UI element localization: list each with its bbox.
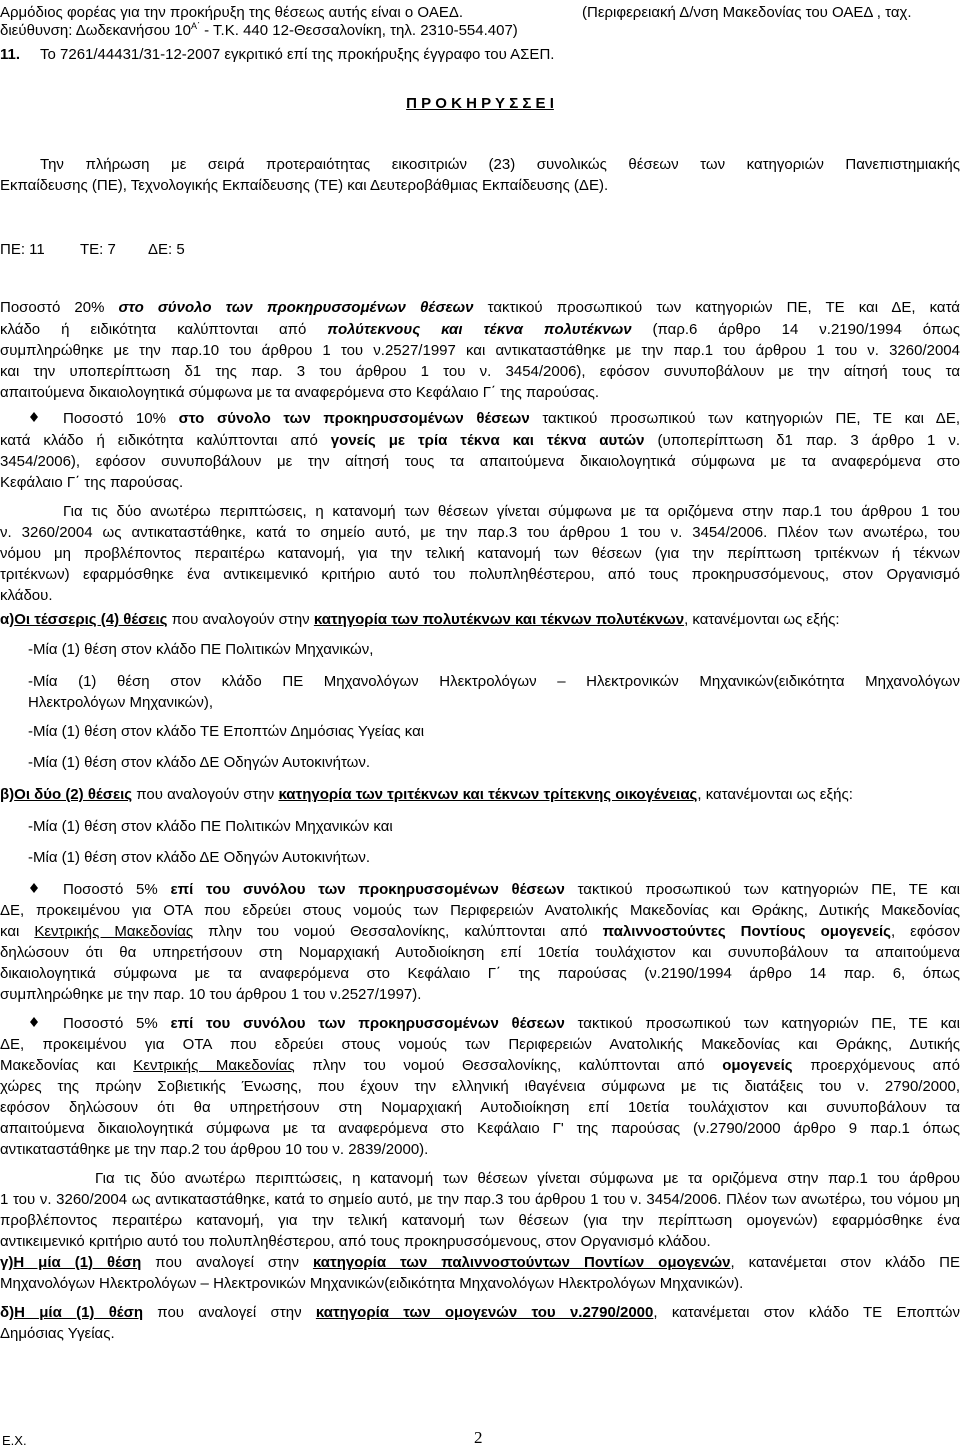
p20-line: κλάδο ή ειδικότητα καλύπτονται από πολύτεκνους και τέκνα πολυτέκνων (παρ.6 άρθρο 14 ν.2190/1994 όπως bbox=[0, 321, 960, 338]
title-text: Π Ρ Ο Κ Η Ρ Υ Σ Σ Ε Ι bbox=[406, 95, 554, 112]
header-text: διεύθυνση: Δωδεκανήσου 10 bbox=[0, 22, 191, 39]
p20-line: απαιτούμενα δικαιολογητικά σύμφωνα με τα αναφερόμενα στο Κεφάλαιο Γ΄ της παρούσας. bbox=[0, 384, 600, 401]
dist1-line: νόμου μη προβλέποντος περαιτέρω κατανομή, για την τελική κατανομή των θέσεων (για την περίπτωση τριτέκνων ή τέκνων bbox=[0, 545, 960, 562]
dist2-line: προβλέποντος περαιτέρω κατανομή, για την τελική κατανομή των θέσεων (για την περίπτωση ομογενών) εφαρμόσθηκε ένα bbox=[0, 1212, 960, 1229]
p20-line: και την υποπερίπτωση δ1 της παρ. 3 του άρθρου 1 του ν. 3454/2006), εφόσον συνυποβάλουν με την αίτησή τους τα bbox=[0, 363, 960, 380]
p5a-line: συμπληρώθηκε με την παρ. 10 του άρθρου 1 του ν.2527/1997). bbox=[0, 986, 422, 1003]
p5b-line: χώρες της πρώην Σοβιετικής Ένωσης, που έχουν την ελληνική ιθαγένεια σύμφωνα με τις διατάξεις του ν. 2790/2000, bbox=[0, 1078, 960, 1095]
header-text: (Περιφερειακή Δ/νση Μακεδονίας του ΟΑΕΔ , ταχ. bbox=[582, 4, 912, 21]
superscript: Α΄ bbox=[190, 21, 200, 31]
p5a-line: ΔΕ, προκειμένου για ΟΤΑ που εδρεύει στους νομούς των Περιφερειών Ανατολικής Μακεδονίας και Θράκης, Δυτικής Μακεδονίας bbox=[0, 902, 960, 919]
p5b-line: απαιτούμενα δικαιολογητικά σύμφωνα με τα αναφερόμενα στο Κεφάλαιο Γ' της παρούσας (ν.2790/2000 άρθρο 9 παρ.1 όπως bbox=[0, 1120, 960, 1137]
p5a-line: δικαιολογητικά σύμφωνα με τα αναφερόμενα στο Κεφάλαιο Γ΄ της παρούσας (ν.2190/1994 άρθρο 14 παρ. 6, όπως bbox=[0, 965, 960, 982]
header-line-2 bbox=[0, 21, 960, 41]
p5b-line: Μακεδονίας και Κεντρικής Μακεδονίας πλην του νομού Θεσσαλονίκης, καλύπτονται από ομογενείς προερχόμενους από bbox=[0, 1057, 960, 1074]
dist2-line: 1 του ν. 3260/2004 ως αντικαταστάθηκε, κατά το σημείο αυτό, με την παρ.3 του άρθρου 1 του ν. 3454/2006. Πλέον των ανωτέρω, του νόμου μη bbox=[0, 1191, 960, 1208]
p5b-line: αντικαταστάθηκε με την παρ.2 του άρθρου 10 του ν. 2839/2000). bbox=[0, 1141, 429, 1158]
alpha-item: Ηλεκτρολόγων Μηχανικών), bbox=[28, 694, 214, 711]
p5a-line: και Κεντρικής Μακεδονίας πλην του νομού Θεσσαλονίκης, καλύπτονται από παλιννοστούντες Ποντίους ομογενείς, εφόσον bbox=[0, 923, 960, 940]
p20-line: Ποσοστό 20% στο σύνολο των προκηρυσσομένων θέσεων τακτικού προσωπικού των κατηγοριών ΠΕ, ΤΕ και ΔΕ, κατά bbox=[0, 299, 960, 316]
p10-line: κατά κλάδο ή ειδικότητα καλύπτονται από γονείς με τρία τέκνα και τέκνα αυτών (υποπερίπτωση δ1 παρ. 3 άρθρο 1 ν. bbox=[0, 432, 960, 449]
alpha-heading: α)Οι τέσσερις (4) θέσεις που αναλογούν στην κατηγορία των πολυτέκνων και τέκνων πολυτέκνων, κατανέμονται ως εξής: bbox=[0, 611, 840, 628]
item-number: 11. bbox=[0, 46, 21, 63]
dist1-line: τριτέκνων) εφαρμόσθηκε ένα αντικειμενικό κριτήριο αυτό του πολυπληθέστερου, από τους προκηρυσσόμενους, στον Οργανισμό bbox=[0, 566, 960, 583]
page-number: 2 bbox=[474, 1428, 483, 1447]
intro-line: Την πλήρωση με σειρά προτεραιότητας εικοσιτριών (23) συνολικώς θέσεων των κατηγοριών Πανεπιστημιακής bbox=[40, 156, 960, 173]
p5b-line: ΔΕ, προκειμένου για ΟΤΑ που εδρεύει στους νομούς των Περιφερειών Ανατολικής Μακεδονίας και Θράκης, Δυτικής bbox=[0, 1036, 960, 1053]
p5b-line: εφόσον δηλώσουν ότι θα υπηρετήσουν στη Νομαρχιακή Αυτοδιοίκηση επί 10ετία τουλάχιστον και συνυποβάλουν τα bbox=[0, 1099, 960, 1116]
count-pe: ΠΕ: 11 bbox=[0, 241, 45, 258]
gamma-line: Μηχανολόγων Ηλεκτρολόγων – Ηλεκτρονικών Μηχανικών(ειδικότητα Μηχανολόγων Ηλεκτρολόγων Μηχανικών). bbox=[0, 1275, 744, 1292]
delta-heading: δ)Η μία (1) θέση που αναλογεί στην κατηγορία των ομογενών του ν.2790/2000, κατανέμεται στον κλάδο ΤΕ Εποπτών bbox=[0, 1304, 960, 1321]
beta-item: -Μία (1) θέση στον κλάδο ΔΕ Οδηγών Αυτοκινήτων. bbox=[28, 849, 371, 866]
gamma-heading: γ)Η μία (1) θέση που αναλογεί στην κατηγορία των παλιννοστούντων Ποντίων ομογενών, κατανέμεται στον κλάδο ΠΕ bbox=[0, 1254, 960, 1271]
p10-line: Κεφάλαιο Γ΄ της παρούσας. bbox=[0, 474, 184, 491]
dist2-line: Για τις δύο ανωτέρω περιπτώσεις, η κατανομή των θέσεων γίνεται σύμφωνα με τα οριζόμενα στην παρ.1 του άρθρου bbox=[95, 1170, 960, 1187]
intro-line: Εκπαίδευσης (ΠΕ), Τεχνολογικής Εκπαίδευσης (ΤΕ) και Δευτεροβάθμιας Εκπαίδευσης (ΔΕ). bbox=[0, 177, 609, 194]
dist1-line: ν. 3260/2004 ως αντικαταστάθηκε, κατά το σημείο αυτό, με την παρ.3 του άρθρου 1 του ν. 3454/2006. Πλέον των ανωτέρω, του bbox=[0, 524, 960, 541]
alpha-item: -Μία (1) θέση στον κλάδο ΠΕ Μηχανολόγων Ηλεκτρολόγων – Ηλεκτρονικών Μηχανικών(ειδικότητα Μηχανολόγων bbox=[28, 673, 960, 690]
dist2-line: αντικειμενικό κριτήριο αυτό του πολυπληθέστερου, από τους προκηρυσσόμενους, στον Οργανισμό κλάδου. bbox=[0, 1233, 711, 1250]
alpha-item: -Μία (1) θέση στον κλάδο ΤΕ Εποπτών Δημόσιας Υγείας και bbox=[28, 723, 425, 740]
page-title bbox=[0, 94, 960, 114]
beta-item: -Μία (1) θέση στον κλάδο ΠΕ Πολιτικών Μηχανικών και bbox=[28, 818, 393, 835]
header-text: - Τ.Κ. 440 12-Θεσσαλονίκη, τηλ. 2310-554.407) bbox=[199, 22, 518, 39]
item-text: Το 7261/44431/31-12-2007 εγκριτικό επί της προκήρυξης έγγραφο του ΑΣΕΠ. bbox=[40, 46, 555, 63]
p10-line: 3454/2006), εφόσον συνυποβάλουν με την αίτησή τους τα απαιτούμενα δικαιολογητικά σύμφωνα με τα αναφερόμενα στο bbox=[0, 453, 960, 470]
count-de: ΔΕ: 5 bbox=[148, 241, 185, 258]
dist1-line: κλάδου. bbox=[0, 587, 53, 604]
beta-heading: β)Οι δύο (2) θέσεις που αναλογούν στην κατηγορία των τριτέκνων και τέκνων τρίτεκνης οικογένειας, κατανέμονται ως εξής: bbox=[0, 786, 853, 803]
delta-line: Δημόσιας Υγείας. bbox=[0, 1325, 115, 1342]
alpha-item: -Μία (1) θέση στον κλάδο ΔΕ Οδηγών Αυτοκινήτων. bbox=[28, 754, 371, 771]
p5a-line: δηλώσουν ότι θα υπηρετήσουν στη Νομαρχιακή Αυτοδιοίκηση επί 10ετία τουλάχιστον και συνυποβάλουν τα απαιτούμενα bbox=[0, 944, 960, 961]
count-te: ΤΕ: 7 bbox=[80, 241, 116, 258]
dist1-line: Για τις δύο ανωτέρω περιπτώσεις, η κατανομή των θέσεων γίνεται σύμφωνα με τα οριζόμενα στην παρ.1 του άρθρου 1 του bbox=[63, 503, 960, 520]
p5a-line: Ποσοστό 5% επί του συνόλου των προκηρυσσομένων θέσεων τακτικού προσωπικού των κατηγοριών ΠΕ, ΤΕ και bbox=[63, 881, 960, 898]
p5b-line: Ποσοστό 5% επί του συνόλου των προκηρυσσομένων θέσεων τακτικού προσωπικού των κατηγοριών ΠΕ, ΤΕ και bbox=[63, 1015, 960, 1032]
footer-initials: Ε.Χ. bbox=[2, 1433, 27, 1448]
p10-line: Ποσοστό 10% στο σύνολο των προκηρυσσομένων θέσεων τακτικού προσωπικού των κατηγοριών ΠΕ, ΤΕ και ΔΕ, bbox=[63, 410, 960, 427]
p20-line: συμπληρώθηκε με την παρ.10 του άρθρου 1 του ν.2527/1997 και αντικαταστάθηκε με την παρ.1 του άρθρου 1 του ν. 3260/2004 bbox=[0, 342, 960, 359]
header-text: Αρμόδιος φορέας για την προκήρυξη της θέσεως αυτής είναι ο ΟΑΕΔ. bbox=[0, 4, 464, 21]
alpha-item: -Μία (1) θέση στον κλάδο ΠΕ Πολιτικών Μηχανικών, bbox=[28, 641, 374, 658]
